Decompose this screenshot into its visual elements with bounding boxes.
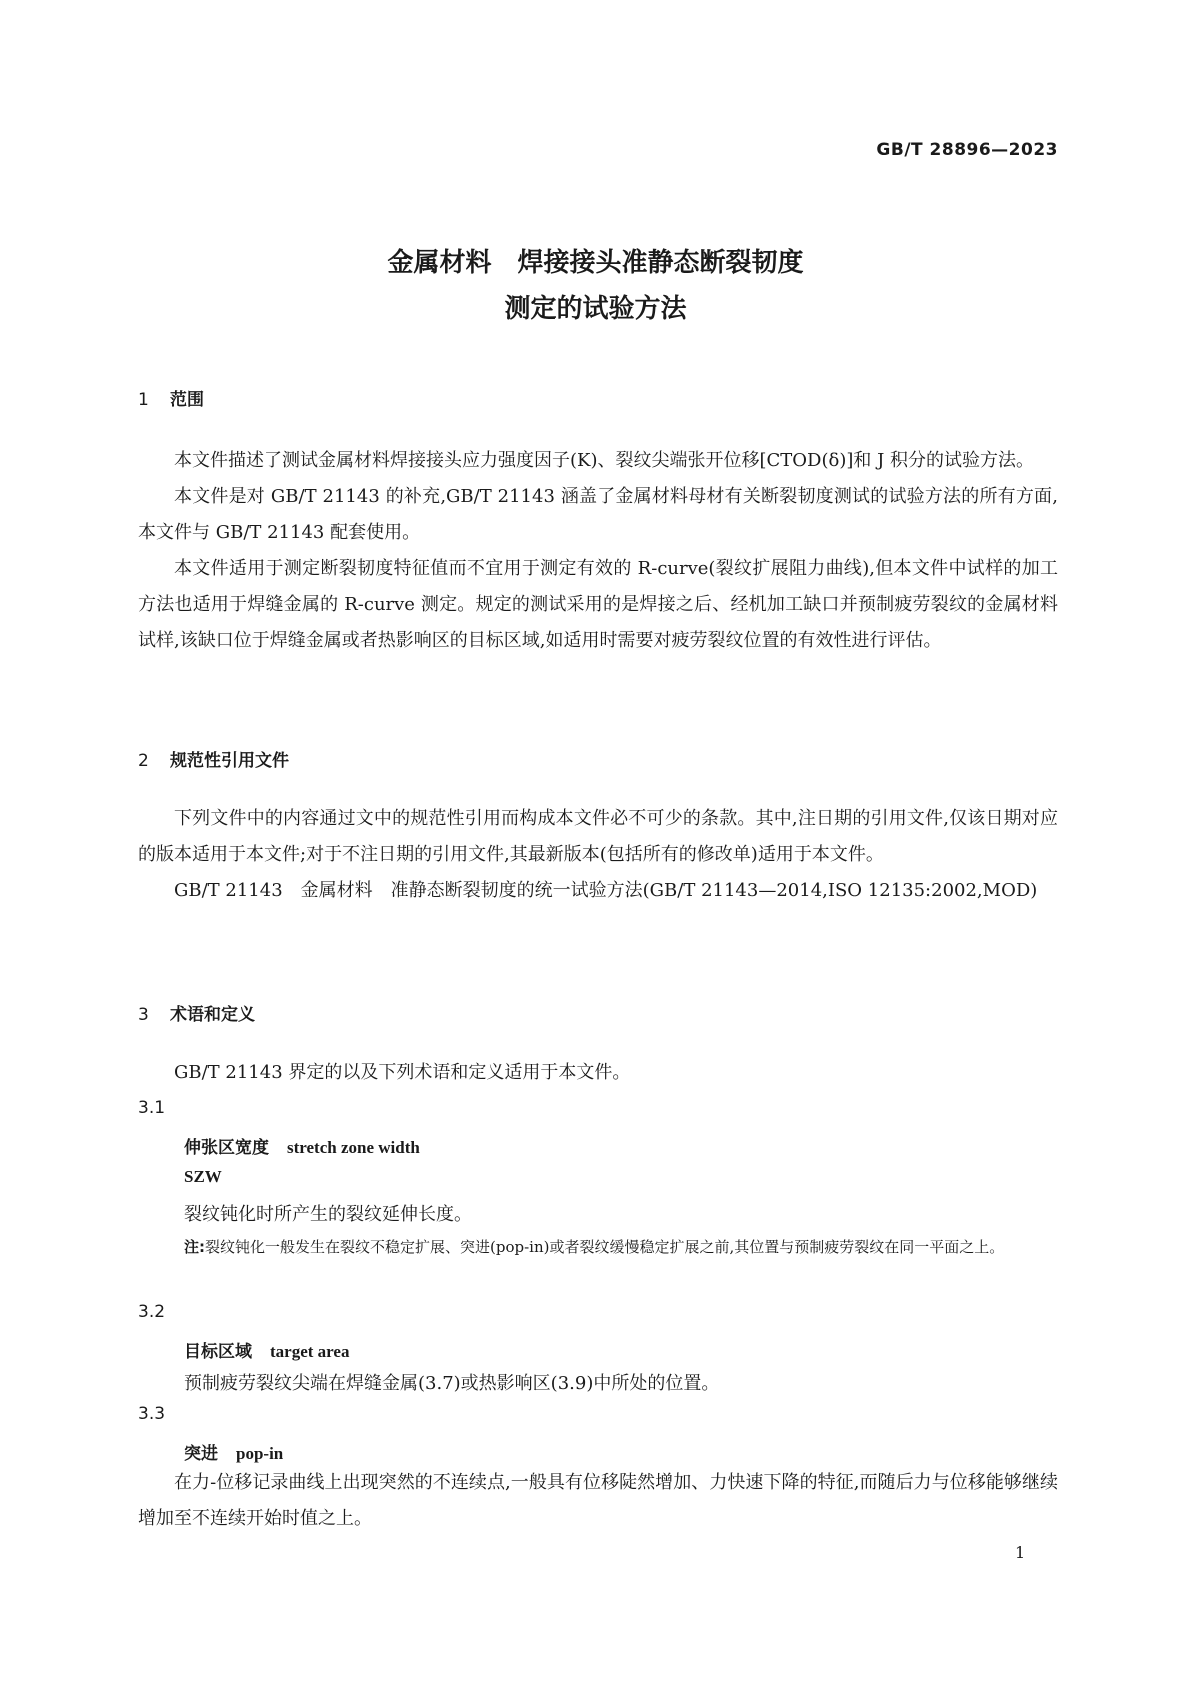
term-title: 伸张区宽度 stretch zone width xyxy=(184,1138,420,1158)
term-abbreviation: SZW xyxy=(184,1167,222,1186)
paragraph: 本文件描述了测试金属材料焊接接头应力强度因子(K)、裂纹尖端张开位移[CTOD(δ)]和 J 积分的试验方法。 xyxy=(174,450,1035,471)
term-title: 目标区域 target area xyxy=(184,1342,350,1362)
document-title xyxy=(0,240,1191,332)
standard-number: GB/T 28896—2023 xyxy=(876,140,1058,160)
reference-entry: GB/T 21143 金属材料 准静态断裂韧度的统一试验方法(GB/T 21143—2014,ISO 12135:2002,MOD) xyxy=(174,880,1038,901)
page-number: 1 xyxy=(1015,1543,1026,1562)
term-number: 3.2 xyxy=(138,1302,166,1322)
section-2-body xyxy=(138,801,1058,909)
paragraph: 本文件适用于测定断裂韧度特征值而不宜用于测定有效的 R-curve(裂纹扩展阻力曲线),但本文件中试样的加工方法也适用于焊缝金属的 R-curve 测定。规定的测试采用的是焊接之后、经机加工缺口并预制疲劳裂纹的金属材料试样,该缺口位于焊缝金属或者热影响区的目标区域,如适用时需要对疲劳裂纹位置的有效性进行评估。 xyxy=(138,558,1058,651)
term-number: 3.3 xyxy=(138,1404,166,1424)
section-3-heading: 3 术语和定义 xyxy=(138,1005,255,1025)
term-title: 突进 pop-in xyxy=(184,1444,284,1464)
paragraph: 本文件是对 GB/T 21143 的补充,GB/T 21143 涵盖了金属材料母材有关断裂韧度测试的试验方法的所有方面,本文件与 GB/T 21143 配套使用。 xyxy=(138,486,1058,543)
term-definition-block xyxy=(138,1465,1058,1537)
term-note: 注:裂纹钝化一般发生在裂纹不稳定扩展、突进(pop-in)或者裂纹缓慢稳定扩展之前,其位置与预制疲劳裂纹在同一平面之上。 xyxy=(184,1238,1005,1256)
title-line-2: 测定的试验方法 xyxy=(504,294,687,324)
section-3-intro xyxy=(138,1055,1058,1091)
term-definition: 裂纹钝化时所产生的裂纹延伸长度。 xyxy=(184,1204,472,1225)
title-line-1: 金属材料 焊接接头准静态断裂韧度 xyxy=(387,248,804,278)
section-2-heading: 2 规范性引用文件 xyxy=(138,751,289,771)
note-label: 注: xyxy=(184,1238,205,1256)
term-number: 3.1 xyxy=(138,1098,166,1118)
paragraph: 下列文件中的内容通过文中的规范性引用而构成本文件必不可少的条款。其中,注日期的引用文件,仅该日期对应的版本适用于本文件;对于不注日期的引用文件,其最新版本(包括所有的修改单)适用于本文件。 xyxy=(138,808,1058,865)
paragraph: GB/T 21143 界定的以及下列术语和定义适用于本文件。 xyxy=(174,1062,631,1083)
section-1-heading: 1 范围 xyxy=(138,390,204,410)
section-1-body xyxy=(138,443,1058,659)
term-definition: 在力-位移记录曲线上出现突然的不连续点,一般具有位移陡然增加、力快速下降的特征,而随后力与位移能够继续增加至不连续开始时值之上。 xyxy=(138,1472,1058,1529)
term-definition: 预制疲劳裂纹尖端在焊缝金属(3.7)或热影响区(3.9)中所处的位置。 xyxy=(184,1373,720,1394)
